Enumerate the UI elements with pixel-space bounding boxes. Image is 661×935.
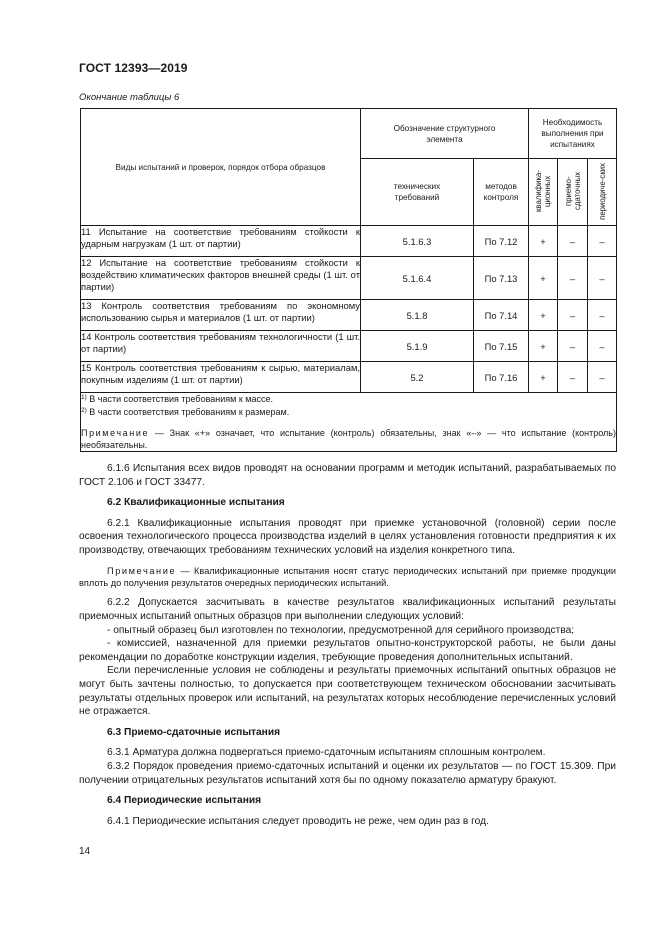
row-qual-mark: + xyxy=(529,362,558,393)
table-row xyxy=(81,331,617,362)
row-accept-mark: – xyxy=(558,331,588,362)
bullet-item-2: - комиссией, назначенной для приемки результатов опытно-конструкторской работы, не были даны рекомендации по доработке конструкции изделия, требующие проведения дополнительных испытаний. xyxy=(79,638,616,663)
header-tech-requirements: технических требований xyxy=(361,159,474,226)
footnote-2 xyxy=(81,406,616,418)
row-periodic-mark: – xyxy=(588,331,617,362)
row-periodic-mark: – xyxy=(588,300,617,331)
row-test-name: 12 Испытание на соответствие требованиям стойкости к воздействию климатических факторов внешней среды (1 шт. от партии) xyxy=(81,257,361,300)
table-notes xyxy=(81,393,617,452)
row-periodic-mark: – xyxy=(588,362,617,393)
row-method-ref: По 7.14 xyxy=(474,300,529,331)
table-notes-row xyxy=(81,393,617,452)
header-necessity: Необходимость выполнения при испытаниях xyxy=(529,109,617,159)
tests-table xyxy=(80,108,617,452)
row-method-ref: По 7.13 xyxy=(474,257,529,300)
row-accept-mark: – xyxy=(558,300,588,331)
paragraph-6-2-2: 6.2.2 Допускается засчитывать в качестве результатов квалификационных испытаний результаты приемочных испытаний опытных образцов при выполнении следующих условий: xyxy=(79,597,616,622)
row-test-name: 15 Контроль соответствия требованиям к сырью, материалам, покупным изделиям (1 шт. от партии) xyxy=(81,362,361,393)
footnote-1-text: В части соответствия требованиям к массе. xyxy=(89,394,273,404)
row-accept-mark: – xyxy=(558,226,588,257)
row-method-ref: По 7.15 xyxy=(474,331,529,362)
table-caption: Окончание таблицы 6 xyxy=(79,92,180,103)
heading-6-2: 6.2 Квалификационные испытания xyxy=(107,497,285,509)
table-row xyxy=(81,226,617,257)
paragraph-6-3-1: 6.3.1 Арматура должна подвергаться приемо-сдаточным испытаниям сплошным контролем. xyxy=(107,747,546,759)
header-test-types: Виды испытаний и проверок, порядок отбора образцов xyxy=(81,109,361,226)
header-acceptance-label: приемо-сдаточных xyxy=(563,171,582,211)
footnote-1-mark: 1) xyxy=(81,394,87,401)
row-tech-ref: 5.1.6.3 xyxy=(361,226,474,257)
bullet-item-1: - опытный образец был изготовлен по технологии, предусмотренной для серийного производства; xyxy=(107,624,575,636)
header-qualification xyxy=(529,159,558,226)
row-tech-ref: 5.2 xyxy=(361,362,474,393)
row-method-ref: По 7.16 xyxy=(474,362,529,393)
table-row xyxy=(81,257,617,300)
header-acceptance xyxy=(558,159,588,226)
table-note-label: Примечание xyxy=(81,428,150,438)
note-6-2-1 xyxy=(79,565,616,590)
row-qual-mark: + xyxy=(529,300,558,331)
table-note xyxy=(81,427,616,451)
header-structural-element: Обозначение структурного элемента xyxy=(361,109,529,159)
heading-6-4: 6.4 Периодические испытания xyxy=(107,795,262,807)
header-qualification-label: квалифика-ционных xyxy=(534,170,552,212)
heading-6-3: 6.3 Приемо-сдаточные испытания xyxy=(107,726,281,738)
header-control-methods: методов контроля xyxy=(474,159,529,226)
document-header: ГОСТ 12393—2019 xyxy=(79,61,188,75)
row-tech-ref: 5.1.9 xyxy=(361,331,474,362)
header-periodic-label: периодиче-ских xyxy=(597,162,607,220)
table-row xyxy=(81,362,617,393)
row-periodic-mark: – xyxy=(588,257,617,300)
footnote-2-text: В части соответствия требованиям к размерам. xyxy=(89,407,290,417)
note-6-2-1-text: — Квалификационные испытания носят статус периодических испытаний при приемке продукции вплоть до получения результатов очередных периодических испытаний. xyxy=(79,565,616,588)
paragraph-6-2-1: 6.2.1 Квалификационные испытания проводят при приемке установочной (головной) серии после освоения технологического процесса производства изделий в целях установления готовности предприятия к их производству, отвечающих требованиям технических условий на изделия конкретного типа. xyxy=(79,517,616,556)
table-row xyxy=(81,300,617,331)
paragraph-6-2-2-continued: Если перечисленные условия не соблюдены и результаты приемочных испытаний опытных образцов не могут быть зачтены полностью, то допускается при соответствующем техническом обосновании засчитывать результаты отдельных проверок или испытаний, на результатах которых несоблюдение перечисленных условий не отражается. xyxy=(79,665,616,718)
row-qual-mark: + xyxy=(529,257,558,300)
paragraph-6-1-6: 6.1.6 Испытания всех видов проводят на основании программ и методик испытаний, разрабатываемых по ГОСТ 2.106 и ГОСТ 33477. xyxy=(79,463,616,488)
row-qual-mark: + xyxy=(529,331,558,362)
row-accept-mark: – xyxy=(558,362,588,393)
body-section xyxy=(79,462,616,828)
row-accept-mark: – xyxy=(558,257,588,300)
footnote-1 xyxy=(81,393,616,405)
table-note-text: — Знак «+» означает, что испытание (контроль) обязательны, знак «–» — что испытание (контроль) необязательны. xyxy=(81,428,616,450)
note-6-2-1-label: Примечание xyxy=(107,565,177,576)
header-periodic xyxy=(588,159,617,226)
paragraph-6-3-2: 6.3.2 Порядок проведения приемо-сдаточных испытаний и оценки их результатов — по ГОСТ 15.309. При получении отрицательных результатов испытаний хотя бы по одному показателю арматуру бракуют. xyxy=(79,760,616,786)
row-qual-mark: + xyxy=(529,226,558,257)
row-method-ref: По 7.12 xyxy=(474,226,529,257)
page-number: 14 xyxy=(79,846,91,857)
footnote-2-mark: 2) xyxy=(81,407,87,414)
paragraph-6-4-1: 6.4.1 Периодические испытания следует проводить не реже, чем один раз в год. xyxy=(107,815,489,827)
row-tech-ref: 5.1.8 xyxy=(361,300,474,331)
row-tech-ref: 5.1.6.4 xyxy=(361,257,474,300)
row-test-name: 11 Испытание на соответствие требованиям стойкости к ударным нагрузкам (1 шт. от партии) xyxy=(81,226,361,257)
row-periodic-mark: – xyxy=(588,226,617,257)
row-test-name: 13 Контроль соответствия требованиям по экономному использованию сырья и материалов (1 шт. от партии) xyxy=(81,300,361,331)
row-test-name: 14 Контроль соответствия требованиям технологичности (1 шт. от партии) xyxy=(81,331,361,362)
